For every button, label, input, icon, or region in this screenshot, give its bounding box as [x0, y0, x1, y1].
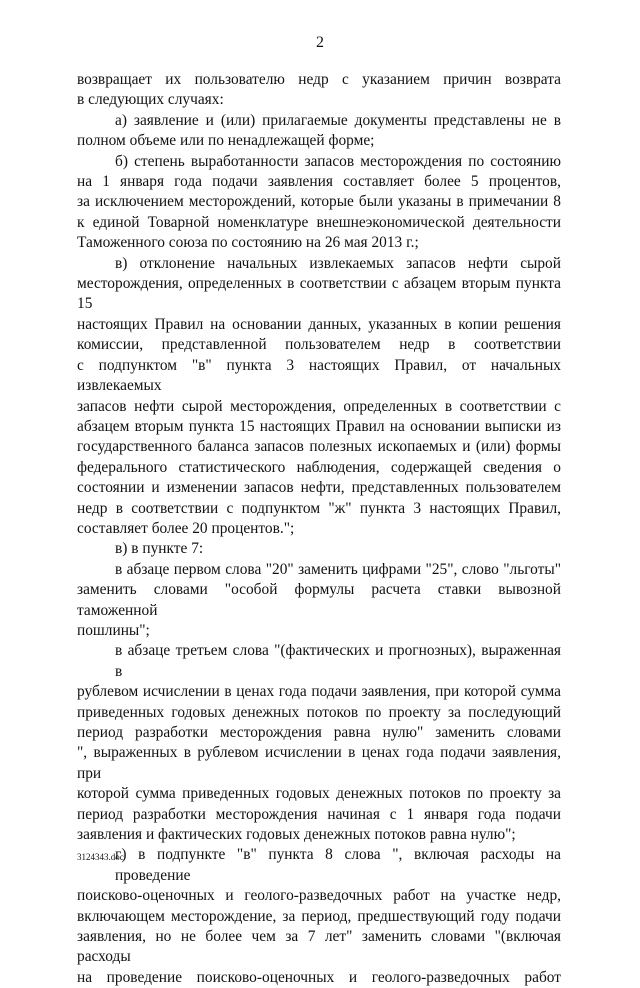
text-line: на проведение поисково-оценочных и геолого-разведочных работ: [77, 968, 561, 986]
text-line: включающем месторождение, за период, предшествующий году подачи: [77, 907, 561, 925]
text-line: поисково-оценочных и геолого-разведочных работ на участке недр,: [77, 887, 561, 905]
text-line: месторождения, определенных в соответствии с абзацем вторым пункта 15: [77, 275, 561, 313]
text-line: на 1 января года подачи заявления составляет более 5 процентов,: [77, 173, 561, 191]
page-number: 2: [316, 34, 324, 51]
text-line: в следующих случаях:: [77, 91, 224, 109]
text-line: государственного баланса запасов полезных ископаемых и (или) формы: [77, 438, 561, 456]
text-line: пошлины";: [77, 621, 150, 639]
text-line: недр в соответствии с подпунктом "ж" пункта 3 настоящих Правил,: [77, 499, 561, 517]
text-line: к единой Товарной номенклатуре внешнеэкономической деятельности: [77, 213, 561, 231]
text-line: Таможенного союза по состоянию на 26 мая 2013 г.;: [77, 234, 419, 252]
text-line: федерального статистического наблюдения, содержащей сведения о: [77, 458, 561, 476]
text-line: в абзаце первом слова "20" заменить цифрами "25", слово "льготы": [115, 560, 561, 578]
text-line: период разработки месторождения равна нулю" заменить словами: [77, 724, 561, 741]
text-line: в абзаце третьем слова "(фактических и прогнозных), выраженная в: [115, 642, 561, 680]
text-line: за исключением месторождений, которые были указаны в примечании 8: [77, 193, 561, 211]
text-line: с подпунктом "в" пункта 3 настоящих Правил, от начальных извлекаемых: [77, 356, 561, 395]
text-line: возвращает их пользователю недр с указанием причин возврата: [77, 71, 561, 88]
text-line: абзацем вторым пункта 15 настоящих Правил на основании выписки из: [77, 417, 561, 435]
text-line: состоянии и изменении запасов нефти, представленных пользователем: [77, 479, 561, 497]
text-line: г) в подпункте "в" пункта 8 слова ", включая расходы на проведение: [115, 846, 561, 884]
text-line: полном объеме или по ненадлежащей форме;: [77, 132, 375, 150]
text-line: заявления и фактических годовых денежных потоков равна нулю";: [77, 826, 516, 844]
file-name-footer: 3124343.doc: [77, 852, 124, 862]
text-line: заменить словами "особой формулы расчета ставки вывозной таможенной: [77, 581, 561, 619]
text-line: в) в пункте 7:: [115, 540, 204, 558]
text-line: приведенных годовых денежных потоков по проекту за последующий: [77, 703, 561, 721]
text-line: период разработки месторождения начиная с 1 января года подачи: [77, 805, 561, 823]
text-line: составляет более 20 процентов.";: [77, 519, 295, 537]
text-line: а) заявление и (или) прилагаемые документы представлены не в: [115, 111, 561, 129]
text-line: настоящих Правил на основании данных, указанных в копии решения: [77, 315, 561, 333]
text-line: комиссии, представленной пользователем недр в соответствии: [77, 336, 561, 354]
text-line: в) отклонение начальных извлекаемых запасов нефти сырой: [115, 254, 561, 272]
text-line: ", выраженных в рублевом исчислении в ценах года подачи заявления, при: [77, 744, 561, 782]
document-body: [77, 70, 561, 988]
text-line: б) степень выработанности запасов месторождения по состоянию: [115, 152, 561, 170]
text-line: запасов нефти сырой месторождения, определенных в соответствии с: [77, 397, 561, 415]
text-line: заявления, но не более чем за 7 лет" заменить словами "(включая расходы: [77, 928, 561, 966]
text-line: рублевом исчислении в ценах года подачи заявления, при которой сумма: [77, 683, 561, 701]
text-line: которой сумма приведенных годовых денежных потоков по проекту за: [77, 785, 561, 803]
